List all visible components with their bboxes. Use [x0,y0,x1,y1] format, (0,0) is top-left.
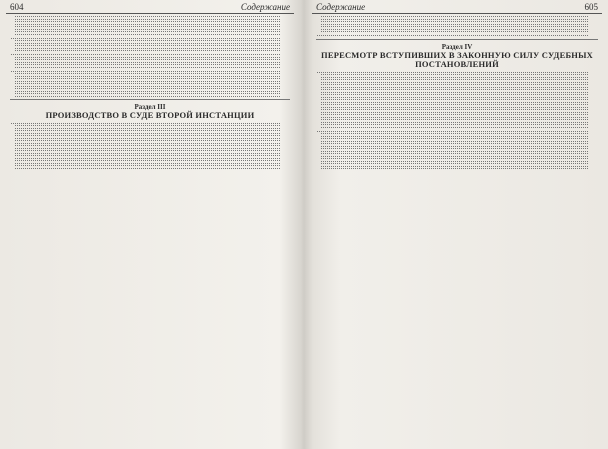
leader-dots [15,29,280,30]
leader-dots [15,45,280,46]
leader-dots [15,34,280,35]
leader-dots [321,146,588,147]
toc-entry [316,168,598,171]
leader-dots [321,77,588,78]
leader-dots [321,97,588,98]
leader-dots [15,160,280,161]
divider [10,99,290,100]
leader-dots [11,38,280,39]
leader-dots [321,127,588,128]
leader-dots [321,87,588,88]
leader-dots [15,165,280,166]
leader-dots [321,19,588,20]
leader-dots [321,89,588,90]
leader-dots [15,67,280,68]
leader-dots [15,76,280,77]
leader-dots [15,16,280,17]
leader-dots [15,57,280,58]
leader-dots [11,123,280,124]
toc-group [316,16,598,38]
toc-entry [316,127,598,130]
leader-dots [321,99,588,100]
leader-dots [15,43,280,44]
leader-dots [15,48,280,49]
leader-dots [321,16,588,17]
leader-dots [321,143,588,144]
section-heading [316,43,598,70]
leader-dots [15,19,280,20]
leader-dots [321,161,588,162]
leader-dots [15,133,280,134]
toc-group [10,123,290,171]
section-number: Раздел IV [441,42,473,51]
leader-dots [15,96,280,97]
toc-group [316,72,598,171]
leader-dots [321,141,588,142]
running-head [312,0,602,14]
leader-dots [321,122,588,123]
leader-dots [15,59,280,60]
leader-dots [321,112,588,113]
leader-dots [321,148,588,149]
leader-dots [321,119,588,120]
leader-dots [15,40,280,41]
toc-entry [10,50,290,53]
leader-dots [321,138,588,139]
leader-dots [15,125,280,126]
left-page [6,0,294,449]
leader-dots [15,150,280,151]
leader-dots [15,135,280,136]
leader-dots [321,153,588,154]
leader-dots [15,31,280,32]
leader-dots [321,84,588,85]
leader-dots [15,158,280,159]
page-number: 605 [584,2,598,12]
leader-dots [321,26,588,27]
running-title: Содержание [240,2,290,12]
leader-dots [15,62,280,63]
leader-dots [321,156,588,157]
leader-dots [321,82,588,83]
leader-dots [321,92,588,93]
leader-dots [321,163,588,164]
leader-dots [321,136,588,137]
leader-dots [15,64,280,65]
toc-entry [316,31,598,34]
leader-dots [15,81,280,82]
leader-dots [321,158,588,159]
section-heading [10,103,290,121]
leader-dots [321,107,588,108]
leader-dots [321,21,588,22]
right-page [312,0,602,449]
leader-dots [321,102,588,103]
leader-dots [321,109,588,110]
leader-dots [317,35,588,36]
leader-dots [15,128,280,129]
leader-dots [15,91,280,92]
leader-dots [321,133,588,134]
leader-dots [11,71,280,72]
leader-dots [15,130,280,131]
leader-dots [321,166,588,167]
leader-dots [15,86,280,87]
leader-dots [321,117,588,118]
running-head [6,0,294,14]
leader-dots [15,138,280,139]
leader-dots [317,72,588,73]
toc-entry [10,96,290,99]
leader-dots [15,155,280,156]
leader-dots [15,21,280,22]
leader-dots [321,168,588,169]
page-number: 604 [10,2,24,12]
leader-dots [321,79,588,80]
toc-entry [10,168,290,171]
running-title: Содержание [316,2,366,12]
leader-dots [15,78,280,79]
leader-dots [321,74,588,75]
leader-dots [321,29,588,30]
leader-dots [15,83,280,84]
section-title: ПЕРЕСМОТР ВСТУПИВШИХ В ЗАКОННУЮ СИЛУ СУДЕБНЫХ ПОСТАНОВЛЕНИЙ [321,49,593,69]
leader-dots [321,124,588,125]
section-number: Раздел III [134,103,166,111]
toc-entry [10,34,290,37]
chapter-entry [316,35,598,38]
leader-dots [321,94,588,95]
leader-dots [321,24,588,25]
leader-dots [15,153,280,154]
toc-list [312,14,602,171]
leader-dots [15,163,280,164]
leader-dots [321,151,588,152]
leader-dots [15,143,280,144]
divider [316,39,598,40]
leader-dots [317,131,588,132]
leader-dots [15,168,280,169]
leader-dots [15,73,280,74]
leader-dots [11,54,280,55]
leader-dots [15,148,280,149]
leader-dots [15,24,280,25]
toc-group [10,16,290,98]
leader-dots [15,50,280,51]
leader-dots [321,31,588,32]
leader-dots [321,104,588,105]
toc-list [6,14,294,170]
leader-dots [15,140,280,141]
leader-dots [15,145,280,146]
section-title: ПРОИЗВОДСТВО В СУДЕ ВТОРОЙ ИНСТАНЦИИ [45,110,255,120]
leader-dots [15,88,280,89]
leader-dots [321,114,588,115]
toc-entry [10,67,290,70]
leader-dots [15,93,280,94]
leader-dots [15,26,280,27]
